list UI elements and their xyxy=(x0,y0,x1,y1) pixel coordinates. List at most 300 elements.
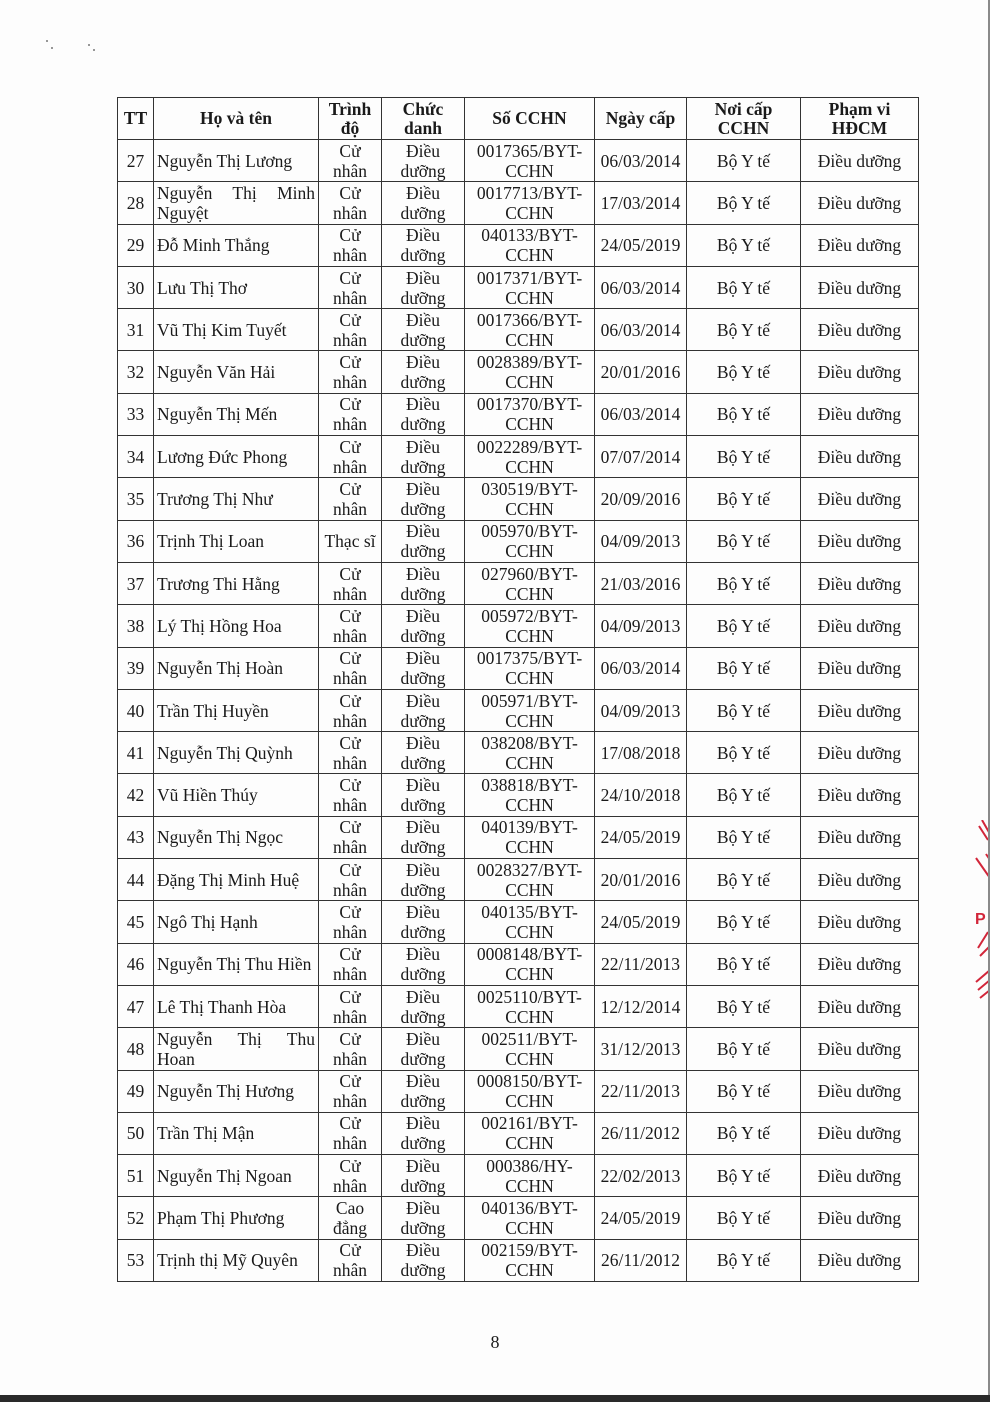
cert-line1: 0022289/BYT- xyxy=(476,436,583,457)
level-line1: Cử xyxy=(339,605,361,626)
level-line1: Cử xyxy=(339,1071,361,1092)
cert-line1: 038208/BYT- xyxy=(481,732,578,753)
cell-issuer xyxy=(687,943,801,985)
level-line1: Cử xyxy=(339,1240,361,1261)
cell-cert xyxy=(465,1028,595,1070)
cell-tt xyxy=(118,309,154,351)
issue-date: 04/09/2013 xyxy=(600,700,681,721)
issuer: Bộ Y tế xyxy=(716,1038,771,1059)
cell-title xyxy=(382,732,465,774)
scan-artifact-dots xyxy=(40,38,110,58)
cell-cert xyxy=(465,774,595,816)
title-line2: dưỡng xyxy=(400,1218,446,1239)
cell-level xyxy=(319,309,382,351)
title-line1: Điều xyxy=(405,1113,441,1134)
level-line1: Cử xyxy=(339,436,361,457)
cell-level xyxy=(319,689,382,731)
cert-line2: CCHN xyxy=(505,160,554,181)
issuer: Bộ Y tế xyxy=(716,954,771,975)
title-line2: dưỡng xyxy=(400,921,446,942)
cell-tt xyxy=(118,859,154,901)
svg-text:P: P xyxy=(975,911,986,928)
title-line1: Điều xyxy=(405,309,441,330)
header-scope-line1: Phạm vi xyxy=(828,98,891,119)
cell-tt xyxy=(118,732,154,774)
cell-scope xyxy=(801,1155,919,1197)
title-line2: dưỡng xyxy=(400,160,446,181)
cell-name xyxy=(154,1028,319,1070)
title-line2: dưỡng xyxy=(400,245,446,266)
cell-level xyxy=(319,1197,382,1239)
cert-line2: CCHN xyxy=(505,964,554,985)
issue-date: 06/03/2014 xyxy=(600,319,681,340)
level-line2: nhân xyxy=(332,456,368,477)
cell-date xyxy=(595,1112,687,1154)
cert-line2: CCHN xyxy=(505,921,554,942)
cell-cert xyxy=(465,689,595,731)
cell-name xyxy=(154,351,319,393)
cell-level xyxy=(319,1155,382,1197)
person-name: Ngô Thị Hạnh xyxy=(157,911,258,932)
header-cert: Số CCHN xyxy=(465,98,595,140)
table-row xyxy=(118,1112,919,1154)
cell-level xyxy=(319,393,382,435)
header-scope-line2: HĐCM xyxy=(831,117,888,138)
table-row xyxy=(118,224,919,266)
level-line2: nhân xyxy=(332,710,368,731)
cell-date xyxy=(595,1155,687,1197)
cert-line1: 040135/BYT- xyxy=(481,901,578,922)
person-name: Nguyễn Văn Hải xyxy=(157,362,276,383)
cell-cert xyxy=(465,1070,595,1112)
row-number: 51 xyxy=(126,1165,145,1186)
person-name: Lê Thị Thanh Hòa xyxy=(157,996,287,1017)
cell-issuer xyxy=(687,1239,801,1281)
cell-tt xyxy=(118,1197,154,1239)
level-line1: Cử xyxy=(339,775,361,796)
cell-title xyxy=(382,182,465,224)
title-line1: Điều xyxy=(405,1028,441,1049)
scope: Điều dưỡng xyxy=(817,658,902,679)
cell-title xyxy=(382,351,465,393)
scan-bottom-edge xyxy=(0,1395,990,1402)
cell-name xyxy=(154,901,319,943)
cell-scope xyxy=(801,859,919,901)
cell-issuer xyxy=(687,774,801,816)
cert-line2: CCHN xyxy=(505,668,554,689)
issuer: Bộ Y tế xyxy=(716,996,771,1017)
header-issuer xyxy=(687,98,801,140)
cell-title xyxy=(382,520,465,562)
level-line1: Cử xyxy=(339,140,361,161)
level-line2: nhân xyxy=(332,1175,368,1196)
person-name: Đỗ Minh Thắng xyxy=(157,235,270,256)
cell-cert xyxy=(465,478,595,520)
title-line1: Điều xyxy=(405,563,441,584)
cell-date xyxy=(595,478,687,520)
issuer: Bộ Y tế xyxy=(716,700,771,721)
title-line1: Điều xyxy=(405,521,441,542)
cell-tt xyxy=(118,901,154,943)
title-line2: dưỡng xyxy=(400,795,446,816)
title-line1: Điều xyxy=(405,394,441,415)
cell-title xyxy=(382,436,465,478)
cell-date xyxy=(595,859,687,901)
cell-date xyxy=(595,816,687,858)
level-text: Thạc sĩ xyxy=(324,531,376,552)
issue-date: 21/03/2016 xyxy=(600,573,681,594)
cell-date xyxy=(595,224,687,266)
cell-tt xyxy=(118,689,154,731)
cell-title xyxy=(382,647,465,689)
cell-level xyxy=(319,901,382,943)
cert-line1: 0017366/BYT- xyxy=(476,309,583,330)
row-number: 32 xyxy=(126,362,145,383)
cell-issuer xyxy=(687,1070,801,1112)
staff-certificate-table xyxy=(117,97,919,1282)
level-line1: Cử xyxy=(339,1028,361,1049)
issue-date: 07/07/2014 xyxy=(600,446,681,467)
person-name: Trịnh Thị Loan xyxy=(157,531,264,552)
level-line2: nhân xyxy=(332,583,368,604)
cert-line2: CCHN xyxy=(505,625,554,646)
cell-level xyxy=(319,774,382,816)
cell-scope xyxy=(801,605,919,647)
cell-cert xyxy=(465,140,595,182)
cell-name xyxy=(154,140,319,182)
cell-scope xyxy=(801,1112,919,1154)
level-line2: nhân xyxy=(332,160,368,181)
cell-name xyxy=(154,478,319,520)
scope: Điều dưỡng xyxy=(817,573,902,594)
issuer: Bộ Y tế xyxy=(716,911,771,932)
cell-name xyxy=(154,859,319,901)
issue-date: 22/02/2013 xyxy=(600,1165,681,1186)
cell-issuer xyxy=(687,351,801,393)
issue-date: 12/12/2014 xyxy=(600,996,681,1017)
level-line1: Cử xyxy=(339,563,361,584)
person-name: Nguyễn Thị Lương xyxy=(157,150,293,171)
cell-title xyxy=(382,140,465,182)
scope: Điều dưỡng xyxy=(817,954,902,975)
table-row xyxy=(118,943,919,985)
cell-date xyxy=(595,266,687,308)
issue-date: 20/01/2016 xyxy=(600,869,681,890)
level-line2: nhân xyxy=(332,795,368,816)
scope: Điều dưỡng xyxy=(817,235,902,256)
cell-tt xyxy=(118,562,154,604)
cert-line1: 040136/BYT- xyxy=(481,1198,578,1219)
level-line1: Cử xyxy=(339,267,361,288)
table-row xyxy=(118,732,919,774)
cell-cert xyxy=(465,224,595,266)
cell-scope xyxy=(801,1028,919,1070)
title-line1: Điều xyxy=(405,901,441,922)
title-line1: Điều xyxy=(405,1240,441,1261)
level-line1: Cử xyxy=(339,1113,361,1134)
scope: Điều dưỡng xyxy=(817,489,902,510)
cell-title xyxy=(382,859,465,901)
title-line1: Điều xyxy=(405,352,441,373)
header-tt: TT xyxy=(118,98,154,140)
scope: Điều dưỡng xyxy=(817,996,902,1017)
cell-cert xyxy=(465,266,595,308)
row-number: 38 xyxy=(126,615,145,636)
cert-line2: CCHN xyxy=(505,287,554,308)
scope: Điều dưỡng xyxy=(817,700,902,721)
cert-line2: CCHN xyxy=(505,1048,554,1069)
cell-level xyxy=(319,140,382,182)
issue-date: 04/09/2013 xyxy=(600,531,681,552)
person-name: Nguyễn Thị Hoàn xyxy=(157,658,284,679)
person-name: Lương Đức Phong xyxy=(157,446,288,467)
cell-name xyxy=(154,647,319,689)
person-name: Nguyễn Thị Hương xyxy=(157,1081,295,1102)
cell-cert xyxy=(465,985,595,1027)
cell-date xyxy=(595,605,687,647)
issue-date: 17/03/2014 xyxy=(600,192,681,213)
title-line2: dưỡng xyxy=(400,329,446,350)
row-number: 52 xyxy=(126,1208,145,1229)
cell-level xyxy=(319,266,382,308)
cell-date xyxy=(595,1028,687,1070)
cert-line1: 0017370/BYT- xyxy=(476,394,583,415)
cell-cert xyxy=(465,562,595,604)
cell-cert xyxy=(465,732,595,774)
issuer: Bộ Y tế xyxy=(716,150,771,171)
level-line2: nhân xyxy=(332,1048,368,1069)
person-name: Lưu Thị Thơ xyxy=(157,277,248,298)
table-row xyxy=(118,182,919,224)
row-number: 28 xyxy=(126,192,145,213)
cell-scope xyxy=(801,182,919,224)
cell-name xyxy=(154,224,319,266)
cell-date xyxy=(595,520,687,562)
level-line2: nhân xyxy=(332,879,368,900)
issuer: Bộ Y tế xyxy=(716,1165,771,1186)
cell-issuer xyxy=(687,1112,801,1154)
table-row xyxy=(118,816,919,858)
level-line2: nhân xyxy=(332,287,368,308)
cell-title xyxy=(382,774,465,816)
row-number: 36 xyxy=(126,531,145,552)
cert-line2: CCHN xyxy=(505,795,554,816)
cert-line2: CCHN xyxy=(505,499,554,520)
level-line2: nhân xyxy=(332,752,368,773)
title-line1: Điều xyxy=(405,859,441,880)
cell-name xyxy=(154,689,319,731)
issue-date: 26/11/2012 xyxy=(600,1123,681,1144)
cert-line1: 0008148/BYT- xyxy=(476,944,583,965)
issue-date: 24/05/2019 xyxy=(600,827,681,848)
cell-level xyxy=(319,436,382,478)
cell-issuer xyxy=(687,647,801,689)
scope: Điều dưỡng xyxy=(817,869,902,890)
cert-line2: CCHN xyxy=(505,245,554,266)
cert-line2: CCHN xyxy=(505,710,554,731)
row-number: 39 xyxy=(126,658,145,679)
cell-scope xyxy=(801,732,919,774)
level-line1: Cử xyxy=(339,182,361,203)
cell-title xyxy=(382,605,465,647)
issue-date: 26/11/2012 xyxy=(600,1250,681,1271)
issuer: Bộ Y tế xyxy=(716,615,771,636)
person-name: Trần Thị Huyền xyxy=(157,700,269,721)
person-name: Nguyễn Thị Quỳnh xyxy=(157,742,293,763)
cell-name xyxy=(154,520,319,562)
person-name: Nguyễn Thị Ngọc xyxy=(157,827,284,848)
cell-level xyxy=(319,859,382,901)
cell-name xyxy=(154,1239,319,1281)
cert-line2: CCHN xyxy=(505,1091,554,1112)
cell-level xyxy=(319,224,382,266)
cell-issuer xyxy=(687,520,801,562)
cert-line1: 030519/BYT- xyxy=(481,479,578,500)
table-row xyxy=(118,689,919,731)
level-line2: nhân xyxy=(332,625,368,646)
cell-tt xyxy=(118,266,154,308)
cert-line2: CCHN xyxy=(505,202,554,223)
cell-issuer xyxy=(687,605,801,647)
title-line1: Điều xyxy=(405,140,441,161)
cell-issuer xyxy=(687,816,801,858)
issuer: Bộ Y tế xyxy=(716,319,771,340)
cert-line2: CCHN xyxy=(505,1175,554,1196)
cell-tt xyxy=(118,351,154,393)
row-number: 44 xyxy=(126,869,145,890)
scope: Điều dưỡng xyxy=(817,742,902,763)
cell-level xyxy=(319,182,382,224)
issuer: Bộ Y tế xyxy=(716,869,771,890)
cell-level xyxy=(319,351,382,393)
scope: Điều dưỡng xyxy=(817,785,902,806)
issue-date: 24/05/2019 xyxy=(600,235,681,256)
person-name: Đặng Thị Minh Huệ xyxy=(157,869,300,890)
issue-date: 06/03/2014 xyxy=(600,658,681,679)
cell-level xyxy=(319,647,382,689)
cell-issuer xyxy=(687,393,801,435)
header-title-line2: danh xyxy=(404,117,442,138)
cert-line1: 0017365/BYT- xyxy=(476,140,583,161)
level-line1: Cử xyxy=(339,901,361,922)
table-row xyxy=(118,1155,919,1197)
title-line2: dưỡng xyxy=(400,1175,446,1196)
issue-date: 24/05/2019 xyxy=(600,911,681,932)
person-name: Trịnh thị Mỹ Quyên xyxy=(157,1250,298,1271)
cell-level xyxy=(319,562,382,604)
cell-scope xyxy=(801,309,919,351)
cell-date xyxy=(595,436,687,478)
cell-title xyxy=(382,689,465,731)
title-line2: dưỡng xyxy=(400,964,446,985)
cell-date xyxy=(595,1197,687,1239)
cell-cert xyxy=(465,1155,595,1197)
level-line2: nhân xyxy=(332,245,368,266)
issue-date: 06/03/2014 xyxy=(600,150,681,171)
cert-line1: 0017371/BYT- xyxy=(476,267,583,288)
cell-title xyxy=(382,816,465,858)
header-level xyxy=(319,98,382,140)
cell-title xyxy=(382,309,465,351)
person-name: Vũ Thị Kim Tuyết xyxy=(157,319,287,340)
cell-tt xyxy=(118,647,154,689)
cell-issuer xyxy=(687,478,801,520)
cert-line2: CCHN xyxy=(505,456,554,477)
cert-line2: CCHN xyxy=(505,583,554,604)
cert-line1: 040133/BYT- xyxy=(481,225,578,246)
cell-date xyxy=(595,732,687,774)
cell-level xyxy=(319,1028,382,1070)
cell-date xyxy=(595,689,687,731)
title-line2: dưỡng xyxy=(400,668,446,689)
title-line1: Điều xyxy=(405,1198,441,1219)
level-line2: đẳng xyxy=(332,1218,368,1239)
level-line1: Cử xyxy=(339,859,361,880)
cell-date xyxy=(595,562,687,604)
cell-scope xyxy=(801,562,919,604)
table-body xyxy=(118,140,919,1282)
title-line1: Điều xyxy=(405,690,441,711)
issuer: Bộ Y tế xyxy=(716,404,771,425)
cell-name xyxy=(154,266,319,308)
scope: Điều dưỡng xyxy=(817,911,902,932)
cell-scope xyxy=(801,520,919,562)
cert-line1: 002161/BYT- xyxy=(481,1113,578,1134)
table-row xyxy=(118,774,919,816)
header-issuer-line2: CCHN xyxy=(717,117,770,138)
cell-issuer xyxy=(687,182,801,224)
cell-tt xyxy=(118,224,154,266)
cell-name xyxy=(154,1112,319,1154)
cert-line2: CCHN xyxy=(505,752,554,773)
level-line1: Cử xyxy=(339,732,361,753)
cell-scope xyxy=(801,1239,919,1281)
title-line1: Điều xyxy=(405,182,441,203)
cell-scope xyxy=(801,351,919,393)
row-number: 33 xyxy=(126,404,145,425)
cell-scope xyxy=(801,436,919,478)
cell-issuer xyxy=(687,1155,801,1197)
level-line1: Cử xyxy=(339,309,361,330)
cell-issuer xyxy=(687,901,801,943)
level-line2: nhân xyxy=(332,837,368,858)
header-name: Họ và tên xyxy=(154,98,319,140)
issuer: Bộ Y tế xyxy=(716,192,771,213)
cell-date xyxy=(595,943,687,985)
cell-level xyxy=(319,1112,382,1154)
table-row xyxy=(118,901,919,943)
level-line2: nhân xyxy=(332,1006,368,1027)
cell-tt xyxy=(118,985,154,1027)
header-title-line1: Chức xyxy=(402,98,444,119)
cell-cert xyxy=(465,309,595,351)
person-name: Phạm Thị Phương xyxy=(157,1208,285,1229)
issue-date: 22/11/2013 xyxy=(600,954,681,975)
cell-tt xyxy=(118,1070,154,1112)
cell-cert xyxy=(465,436,595,478)
row-number: 47 xyxy=(126,996,145,1017)
cell-tt xyxy=(118,1239,154,1281)
cell-level xyxy=(319,520,382,562)
cell-level xyxy=(319,985,382,1027)
cell-title xyxy=(382,901,465,943)
cert-line1: 0025110/BYT- xyxy=(477,986,582,1007)
cell-tt xyxy=(118,816,154,858)
row-number: 30 xyxy=(126,277,145,298)
issuer: Bộ Y tế xyxy=(716,658,771,679)
table-row xyxy=(118,1028,919,1070)
cell-issuer xyxy=(687,436,801,478)
